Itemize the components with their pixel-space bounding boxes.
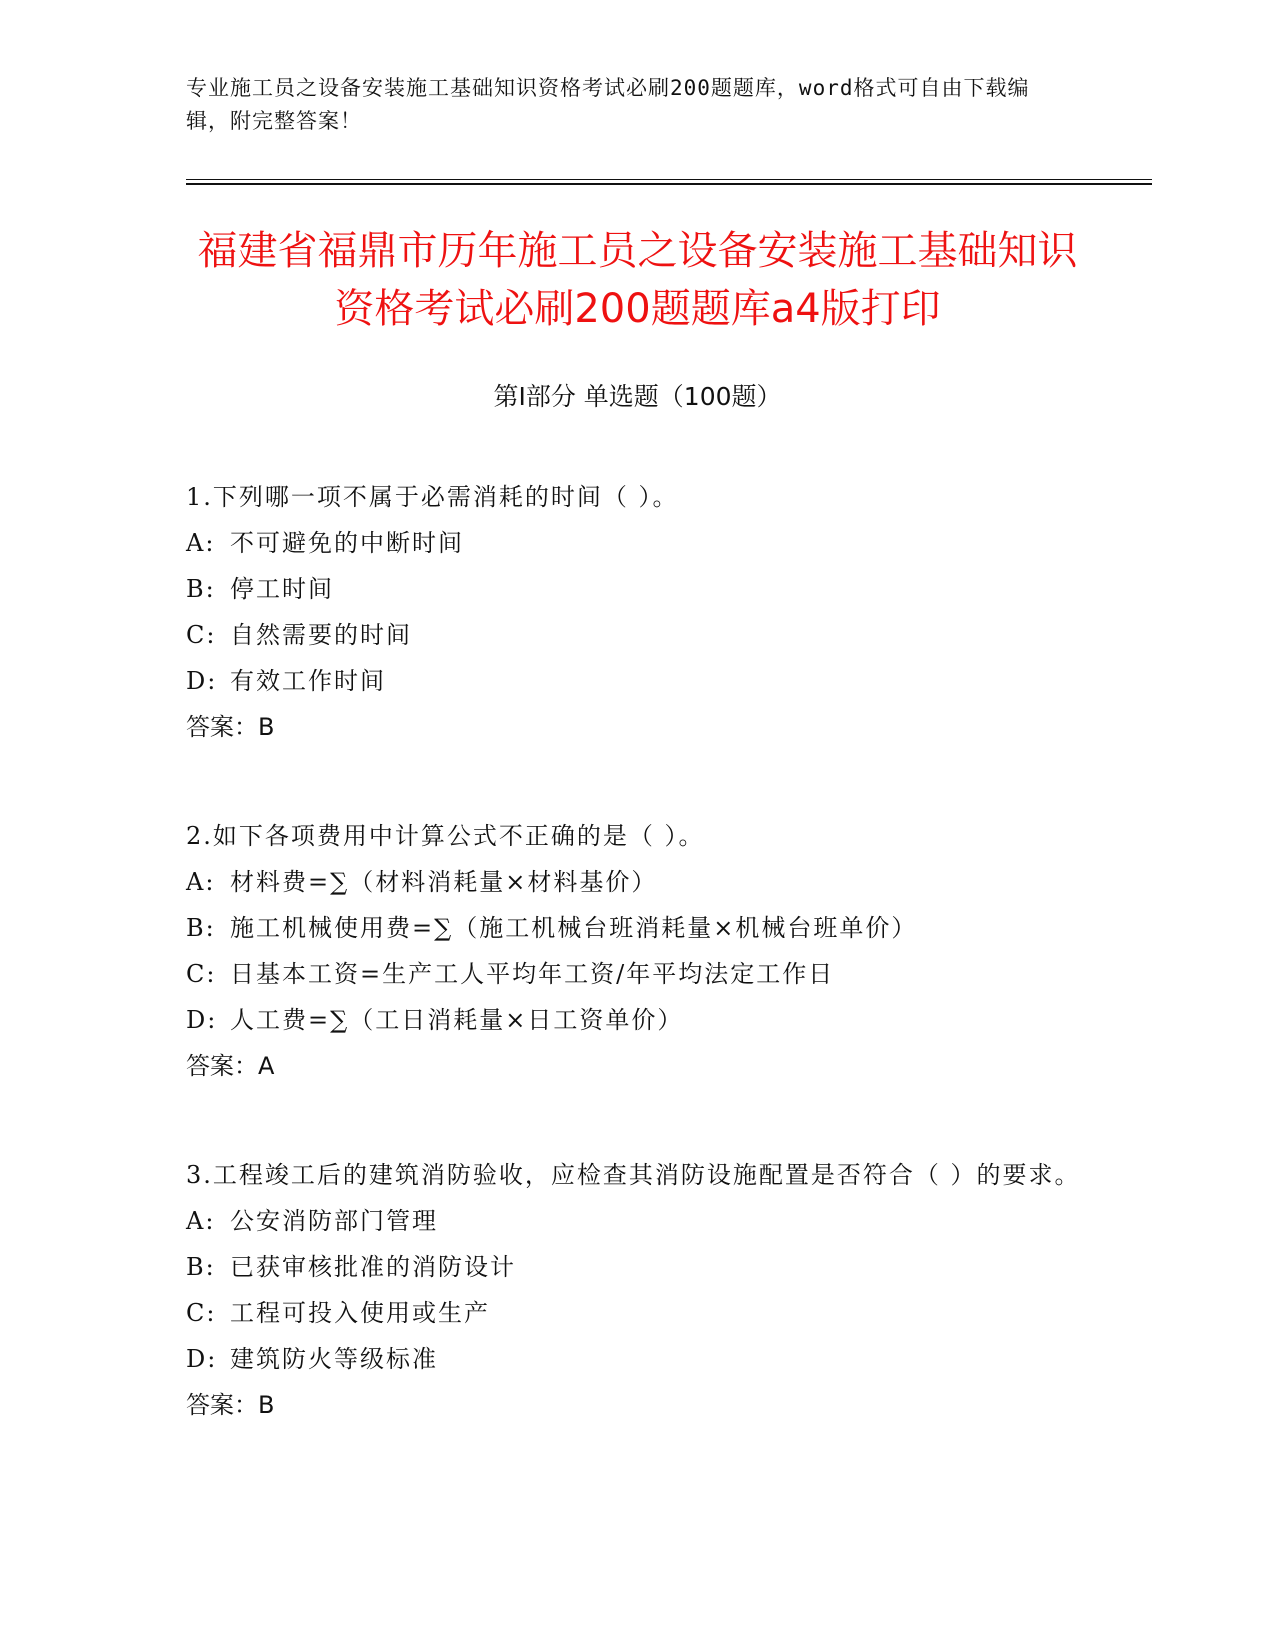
option-d — [186, 1336, 1086, 1382]
option-text: 建筑防火等级标准 — [230, 1345, 438, 1373]
option-d — [186, 997, 1086, 1043]
answer: 答案：B — [186, 713, 275, 741]
option-b — [186, 905, 1086, 951]
option-text: 停工时间 — [230, 575, 334, 603]
option-letter: A: — [186, 1207, 216, 1235]
option-letter: D: — [186, 1345, 218, 1373]
option-text: 公安消防部门管理 — [230, 1207, 438, 1235]
option-letter: C: — [186, 960, 217, 988]
question-spacer — [186, 1089, 1086, 1152]
option-text: 不可避免的中断时间 — [230, 529, 464, 557]
option-text: 日基本工资=生产工人平均年工资/年平均法定工作日 — [230, 960, 835, 988]
section-title: 第Ⅰ部分 单选题（100题） — [493, 382, 782, 411]
option-text: 材料费=∑（材料消耗量×材料基价） — [230, 868, 658, 896]
document-title: 福建省福鼎市历年施工员之设备安装施工基础知识资格考试必刷200题题库a4版打印 — [197, 228, 1078, 332]
option-a — [186, 859, 1086, 905]
option-text: 有效工作时间 — [230, 667, 386, 695]
option-b — [186, 566, 1086, 612]
question-1 — [186, 474, 1086, 750]
question-stem: 3.工程竣工后的建筑消防验收，应检查其消防设施配置是否符合（ ）的要求。 — [186, 1161, 1081, 1189]
option-text: 已获审核批准的消防设计 — [230, 1253, 516, 1281]
option-c — [186, 1290, 1086, 1336]
option-c — [186, 612, 1086, 658]
option-letter: B: — [186, 914, 216, 942]
option-d — [186, 658, 1086, 704]
option-letter: C: — [186, 621, 217, 649]
answer: 答案：A — [186, 1052, 275, 1080]
option-text: 工程可投入使用或生产 — [230, 1299, 490, 1327]
option-letter: C: — [186, 1299, 217, 1327]
header-rule-thin — [186, 179, 1152, 180]
question-stem: 1.下列哪一项不属于必需消耗的时间（ ）。 — [186, 483, 679, 511]
option-b — [186, 1244, 1086, 1290]
header-note: 专业施工员之设备安装施工基础知识资格考试必刷200题题库，word格式可自由下载编辑，附完整答案！ — [186, 76, 1030, 133]
option-letter: A: — [186, 868, 216, 896]
option-a — [186, 520, 1086, 566]
option-text: 施工机械使用费=∑（施工机械台班消耗量×机械台班单价） — [230, 914, 918, 942]
option-letter: D: — [186, 1006, 218, 1034]
option-c — [186, 951, 1086, 997]
option-letter: B: — [186, 1253, 216, 1281]
option-text: 人工费=∑（工日消耗量×日工资单价） — [230, 1006, 684, 1034]
option-a — [186, 1198, 1086, 1244]
header-rule-thick — [186, 183, 1152, 185]
option-letter: D: — [186, 667, 218, 695]
option-letter: B: — [186, 575, 216, 603]
option-text: 自然需要的时间 — [230, 621, 412, 649]
option-letter: A: — [186, 529, 216, 557]
question-2 — [186, 813, 1086, 1089]
question-stem: 2.如下各项费用中计算公式不正确的是（ ）。 — [186, 822, 705, 850]
question-spacer — [186, 750, 1086, 813]
answer: 答案：B — [186, 1391, 275, 1419]
question-3 — [186, 1152, 1086, 1428]
question-list — [186, 474, 1086, 1428]
